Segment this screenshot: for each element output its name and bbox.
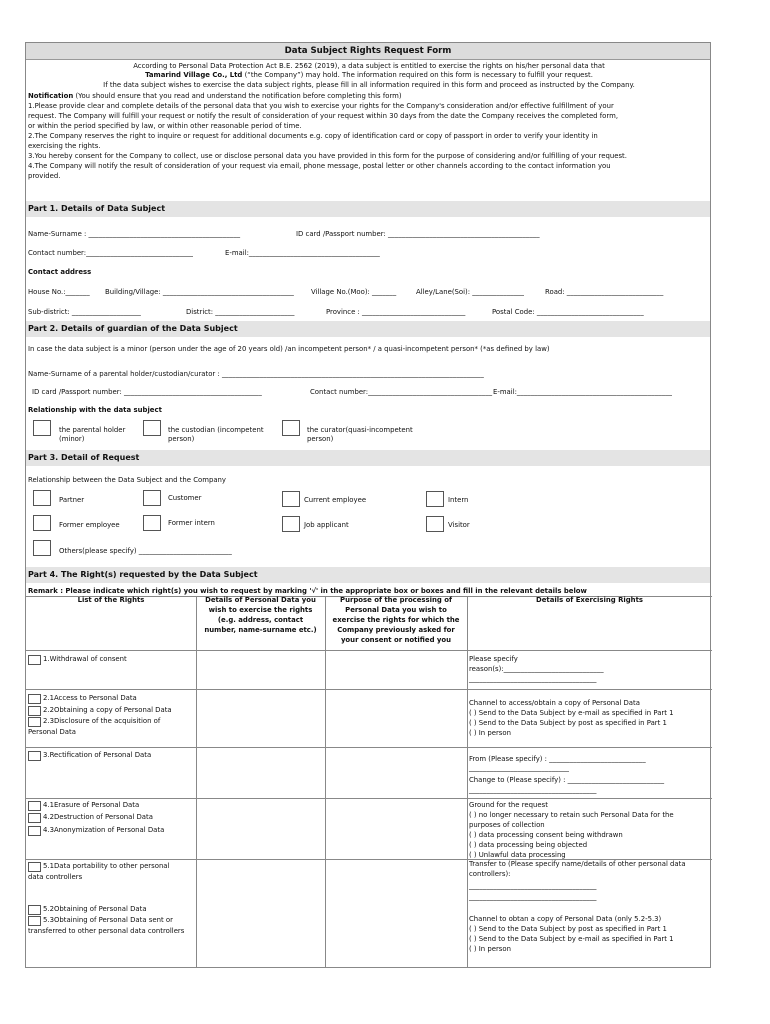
access-channel-option[interactable]: ( ) Send to the Data Subject by post as specified in Part 1 xyxy=(469,719,667,727)
destruction-checkbox[interactable] xyxy=(28,813,41,823)
email-field[interactable]: E-mail:______________________________________ xyxy=(225,249,380,257)
portability-checkbox[interactable] xyxy=(28,862,41,872)
part3-heading: Part 3. Detail of Request xyxy=(26,450,710,466)
header-exercising: Details of Exercising Rights xyxy=(536,596,643,604)
header-details: Details of Personal Data you xyxy=(205,596,316,604)
disclosure-checkbox[interactable] xyxy=(28,717,41,727)
right-disclosure-label: 2.3Disclosure of the acquisition of xyxy=(43,717,161,725)
transfer-to-line[interactable]: _____________________________________ xyxy=(469,882,597,890)
access-channel-option[interactable]: ( ) Send to the Data Subject by e-mail as specified in Part 1 xyxy=(469,709,674,717)
table-column-border xyxy=(467,596,468,968)
id-field[interactable]: ID card /Passport number: ____________________________________________ xyxy=(296,230,540,238)
guardian-case-text: In case the data subject is a minor (person under the age of 20 years old) /an incompetent person* / a quasi-incompetent person* (*as defined by law) xyxy=(28,345,550,353)
transfer-to-field: Transfer to (Please specify name/details of other personal data xyxy=(469,860,686,868)
erasure-ground-option[interactable]: ( ) data processing consent being withdrawn xyxy=(469,831,623,839)
obtain-channel-option[interactable]: ( ) Send to the Data Subject by e-mail as specified in Part 1 xyxy=(469,935,674,943)
guardian-contact-field[interactable]: Contact number:____________________________________ xyxy=(310,388,493,396)
custodian-checkbox[interactable] xyxy=(143,420,161,436)
obtain-channel-option[interactable]: ( ) Send to the Data Subject by post as specified in Part 1 xyxy=(469,925,667,933)
form-title: Data Subject Rights Request Form xyxy=(26,43,710,60)
right-portability-label: 5.1Data portability to other personal xyxy=(43,862,170,870)
customer-checkbox[interactable] xyxy=(143,490,161,506)
header-details: wish to exercise the rights xyxy=(208,606,313,614)
rectification-change-field[interactable]: _____________________________________ xyxy=(469,786,597,794)
guardian-id-field[interactable]: ID card /Passport number: ________________________________________ xyxy=(32,388,262,396)
header-purpose: exercise the rights for which the xyxy=(332,616,460,624)
header-purpose: Purpose of the processing of xyxy=(340,596,452,604)
withdrawal-checkbox[interactable] xyxy=(28,655,41,665)
erasure-ground-option[interactable]: ( ) Unlawful data processing xyxy=(469,851,566,859)
erasure-ground-option: purposes of collection xyxy=(469,821,545,829)
obtain-channel-option[interactable]: ( ) In person xyxy=(469,945,511,953)
notification-line: request. The Company will fulfill your request or notify the result of consideration of your request within 30 days from the date the Company receives the completed form, xyxy=(28,112,619,120)
header-details: (e.g. address, contact xyxy=(217,616,304,624)
right-copy-label: 2.2Obtaining a copy of Personal Data xyxy=(43,706,172,714)
erasure-ground: Ground for the request xyxy=(469,801,548,809)
rectification-from-field[interactable]: _____________________________ xyxy=(469,764,569,772)
road-field[interactable]: Road: ____________________________ xyxy=(545,288,664,296)
part4-remark: Remark : Please indicate which right(s) you wish to request by marking '√' in the appropriate box or boxes and fill in the relevant details below xyxy=(28,587,587,595)
customer-label: Customer xyxy=(168,494,202,502)
table-row-border xyxy=(26,798,712,799)
guardian-email-field[interactable]: E-mail:_____________________________________________ xyxy=(493,388,672,396)
anonymization-checkbox[interactable] xyxy=(28,826,41,836)
right-erasure-label: 4.1Erasure of Personal Data xyxy=(43,801,140,809)
header-purpose: Personal Data you wish to xyxy=(345,606,447,614)
notification-heading: Notification (You should ensure that you read and understand the notification before completing this form) xyxy=(28,92,402,100)
subdistrict-field[interactable]: Sub-district: ____________________ xyxy=(28,308,141,316)
intro-line-3: If the data subject wishes to exercise the data subject rights, please fill in all information required in this form and proceed as instructed by the Company. xyxy=(103,81,635,89)
transfer-to-line[interactable]: _____________________________________ xyxy=(469,893,597,901)
name-field[interactable]: Name-Surname : ____________________________________________ xyxy=(28,230,241,238)
rectification-checkbox[interactable] xyxy=(28,751,41,761)
header-list-of-rights: List of the Rights xyxy=(77,596,145,604)
access-channel: Channel to access/obtain a copy of Personal Data xyxy=(469,699,640,707)
table-row-border xyxy=(26,689,712,690)
alley-field[interactable]: Alley/Lane(Soi): _______________ xyxy=(416,288,524,296)
notification-line: 2.The Company reserves the right to inquire or request for additional documents e.g. copy of identification card or copy of passport in order to verify your identity in xyxy=(28,132,598,140)
notification-line: or within the period specified by law, or within other reasonable period of time. xyxy=(28,122,302,130)
right-obtaining-label: 5.2Obtaining of Personal Data xyxy=(43,905,147,913)
parental-holder-label: (minor) xyxy=(59,435,85,443)
right-anonymization-label: 4.3Anonymization of Personal Data xyxy=(43,826,165,834)
intro-line-2: Tamarind Village Co., Ltd (“the Company”) may hold. The information required on this form is necessary to fulfill your request. xyxy=(145,71,593,79)
notification-line: 1.Please provide clear and complete details of the personal data that you wish to exercise your rights for the Company's consideration and/or effective fulfillment of your xyxy=(28,102,614,110)
part4-heading: Part 4. The Right(s) requested by the Data Subject xyxy=(26,567,710,583)
right-destruction-label: 4.2Destruction of Personal Data xyxy=(43,813,153,821)
former-employee-label: Former employee xyxy=(59,521,120,529)
job-applicant-checkbox[interactable] xyxy=(282,516,300,532)
copy-checkbox[interactable] xyxy=(28,706,41,716)
access-checkbox[interactable] xyxy=(28,694,41,704)
right-withdrawal-label: 1.Withdrawal of consent xyxy=(43,655,127,663)
postal-code-field[interactable]: Postal Code: _______________________________ xyxy=(492,308,644,316)
right-portability-label: data controllers xyxy=(28,873,83,881)
curator-checkbox[interactable] xyxy=(282,420,300,436)
right-obtaining-sent-label: 5.3Obtaining of Personal Data sent or xyxy=(43,916,173,924)
table-column-border xyxy=(196,596,197,968)
relationship-heading: Relationship with the data subject xyxy=(28,406,162,414)
transfer-to-field: controllers): xyxy=(469,870,511,878)
curator-label: the curator(quasi-incompetent xyxy=(307,426,413,434)
job-applicant-label: Job applicant xyxy=(304,521,349,529)
part2-heading: Part 2. Details of guardian of the Data Subject xyxy=(26,321,710,337)
district-field[interactable]: District: _______________________ xyxy=(186,308,295,316)
part1-heading: Part 1. Details of Data Subject xyxy=(26,201,710,217)
contact-number-field[interactable]: Contact number:_______________________________ xyxy=(28,249,193,257)
table-header-border xyxy=(26,650,712,651)
contact-address-heading: Contact address xyxy=(28,268,92,276)
notification-line: provided. xyxy=(28,172,61,180)
right-rectification-label: 3.Rectification of Personal Data xyxy=(43,751,152,759)
province-field[interactable]: Province : ______________________________ xyxy=(326,308,466,316)
rectification-from-field[interactable]: From (Please specify) : ____________________________ xyxy=(469,755,646,763)
intern-label: Intern xyxy=(448,496,469,504)
parental-holder-label: the parental holder xyxy=(59,426,126,434)
intro-line-1: According to Personal Data Protection Act B.E. 2562 (2019), a data subject is entitled to exercise the rights on his/her personal data that xyxy=(133,62,605,70)
request-form xyxy=(25,42,711,968)
village-no-field[interactable]: Village No.(Moo): _______ xyxy=(311,288,397,296)
former-employee-checkbox[interactable] xyxy=(33,515,51,531)
obtaining-checkbox[interactable] xyxy=(28,905,41,915)
notification-line: 3.You hereby consent for the Company to collect, use or disclose personal data you have provided in this form for the purpose of considering and/or fulfilling of your request. xyxy=(28,152,627,160)
obtain-channel: Channel to obtan a copy of Personal Data (only 5.2-5.3) xyxy=(469,915,662,923)
partner-checkbox[interactable] xyxy=(33,490,51,506)
custodian-label: person) xyxy=(168,435,195,443)
withdrawal-reason-field[interactable]: _____________________________________ xyxy=(469,675,597,683)
guardian-name-field[interactable]: Name-Surname of a parental holder/custodian/curator : ____________________________________________________________________________ xyxy=(28,370,484,378)
erasure-ground-option[interactable]: ( ) no longer necessary to retain such Personal Data for the xyxy=(469,811,674,819)
notification-line: exercising the rights. xyxy=(28,142,101,150)
table-row-border xyxy=(26,747,712,748)
house-no-field[interactable]: House No.:_______ xyxy=(28,288,90,296)
table-column-border xyxy=(325,596,326,968)
current-employee-checkbox[interactable] xyxy=(282,491,300,507)
right-obtaining-sent-label: transferred to other personal data controllers xyxy=(28,927,185,935)
custodian-label: the custodian (incompetent xyxy=(168,426,264,434)
withdrawal-details: Please specify xyxy=(469,655,518,663)
rectification-change-field[interactable]: Change to (Please specify) : ____________________________ xyxy=(469,776,665,784)
erasure-ground-option[interactable]: ( ) data processing being objected xyxy=(469,841,588,849)
visitor-checkbox[interactable] xyxy=(426,516,444,532)
right-access-label: 2.1Access to Personal Data xyxy=(43,694,137,702)
others-field[interactable]: Others(please specify) ___________________________ xyxy=(59,547,232,555)
former-intern-checkbox[interactable] xyxy=(143,515,161,531)
obtaining-sent-checkbox[interactable] xyxy=(28,916,41,926)
withdrawal-reason-field[interactable]: reason(s):_____________________________ xyxy=(469,665,604,673)
erasure-checkbox[interactable] xyxy=(28,801,41,811)
curator-label: person) xyxy=(307,435,334,443)
former-intern-label: Former intern xyxy=(168,519,215,527)
visitor-label: Visitor xyxy=(448,521,470,529)
company-name: Tamarind Village Co., Ltd xyxy=(145,71,243,79)
notification-line: 4.The Company will notify the result of consideration of your request via email, phone message, postal letter or other channels according to the contact information you xyxy=(28,162,611,170)
partner-label: Partner xyxy=(59,496,85,504)
intern-checkbox[interactable] xyxy=(426,491,444,507)
header-purpose: your consent or notified you xyxy=(340,636,452,644)
header-details: number, name-surname etc.) xyxy=(204,626,317,634)
current-employee-label: Current employee xyxy=(304,496,367,504)
access-channel-option[interactable]: ( ) In person xyxy=(469,729,511,737)
relationship-company-text: Relationship between the Data Subject and the Company xyxy=(28,476,227,484)
header-purpose: Company previously asked for xyxy=(337,626,455,634)
others-checkbox[interactable] xyxy=(33,540,51,556)
parental-holder-checkbox[interactable] xyxy=(33,420,51,436)
building-field[interactable]: Building/Village: ______________________________________ xyxy=(105,288,294,296)
right-disclosure-label: Personal Data xyxy=(28,728,76,736)
